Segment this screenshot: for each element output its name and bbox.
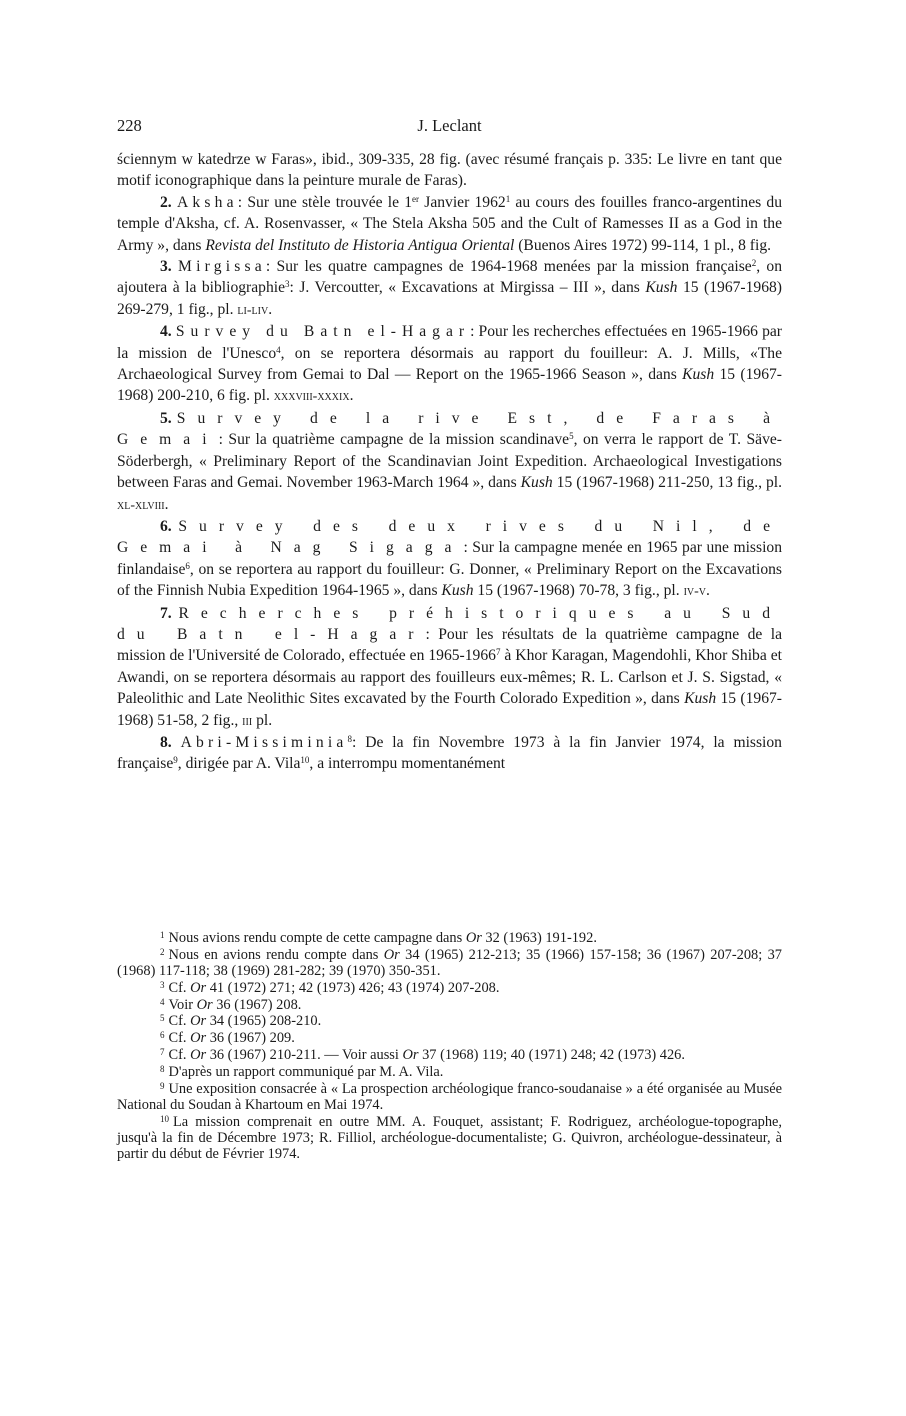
paragraph-continued: ściennym w katedrze w Faras», ibid., 309-335, 28 fig. (avec résumé français p. 335: Le livre en tant que motif iconographique dans la peinture murale de Faras).	[117, 151, 782, 190]
footnote-ref: 7	[495, 647, 501, 658]
section-heading: Survey des deux rives du Nil, de Gemai à Nag Sigaga	[117, 517, 782, 557]
plate-range: iv-v	[683, 584, 706, 600]
section-mirgissa: 3. Mirgissa: Sur les quatre campagnes de 1964-1968 menées par la mission française$^2$, on ajoutera à la bibliographie$^3$: J. Vercoutter, « Excavations at Mirgissa – III », dans Kush 15 (1967-1968) 269-279, 1 fig., pl. li-liv.	[117, 258, 783, 318]
section-number: 4.	[160, 323, 172, 341]
footnote-ref: 6	[185, 560, 190, 571]
footnote-ref: 4	[276, 344, 281, 355]
footnote-ref: 8	[347, 733, 353, 744]
body-text	[117, 149, 782, 775]
footnote-mark: 3	[160, 979, 165, 990]
footnote: $^3$ Cf. Or 41 (1972) 271; 42 (1973) 426; 43 (1974) 207-208.	[160, 979, 500, 996]
plate-range: xl-xlviii	[117, 497, 165, 513]
footnote: $^8$ D'après un rapport communiqué par M. A. Vila.	[160, 1063, 444, 1080]
section-heading: Abri-Missiminia	[180, 733, 348, 751]
footnote-mark: 5	[160, 1013, 165, 1024]
footnote: $^4$ Voir Or 36 (1967) 208.	[160, 996, 302, 1013]
section-number: 7.	[160, 604, 172, 622]
footnote-mark: 6	[160, 1030, 165, 1041]
section-heading: Recherches préhistoriques au Sud du Batn el-Hagar	[117, 604, 782, 643]
footnote-mark: 2	[160, 946, 165, 957]
footnote: $^1$ Nous avions rendu compte de cette campagne dans Or 32 (1963) 191-192.	[160, 930, 597, 946]
footnote: $^7$ Cf. Or 36 (1967) 210-211. — Voir aussi Or 37 (1968) 119; 40 (1971) 248; 42 (1973) 426.	[160, 1047, 685, 1064]
section-number: 6.	[160, 517, 172, 535]
section-aksha: 2. Aksha: Sur une stèle trouvée le 1er Janvier 1962$^1$ au cours des fouilles franco-argentines du temple d'Aksha, cf. A. Rosenvasser, « The Stela Aksha 505 and the Cult of Ramesses II as a God in the Army », dans Revista del Instituto de Historia Antigua Oriental (Buenos Aires 1972) 99-114, 1 pl., 8 fig.	[117, 193, 782, 254]
section-number: 3.	[160, 258, 172, 276]
section-heading: Survey de la rive Est, de Faras à Gemai	[117, 409, 783, 449]
section-heading: Survey du Batn el-Hagar	[175, 323, 471, 341]
footnote-mark: 4	[160, 996, 165, 1007]
footnote: $^6$ Cf. Or 36 (1967) 209.	[160, 1030, 295, 1047]
footnote-ref: 9	[173, 755, 178, 766]
footnote-ref: 2	[751, 258, 757, 269]
footnote-ref: 1	[505, 193, 511, 204]
footnote-mark: 8	[160, 1063, 165, 1074]
section-number: 2.	[160, 193, 172, 211]
plate-range: li-liv	[237, 302, 269, 318]
footnote: $^9$ Une exposition consacrée à « La prospection archéologique franco-soudanaise » a été organisée au Musée National du Soudan à Khartoum en Mai 1974.	[117, 1080, 782, 1113]
footnote-ref: 5	[569, 431, 574, 442]
plate-range: xxxviii-xxxix	[273, 389, 350, 405]
journal-title: Kush	[684, 690, 717, 708]
footnote: $^{10}$ La mission comprenait en outre MM. A. Fouquet, assistant; F. Rodriguez, archéologue-topographe, jusqu'à la fin de Décembre 1973; R. Filliol, archéologue-documentaliste; G. Quivron, archéologue-dessinateur, à partir du début de Février 1974.	[117, 1113, 782, 1163]
footnote-ref: 10	[300, 755, 310, 766]
page-number: 228	[117, 116, 142, 135]
footnote: $^2$ Nous en avions rendu compte dans Or 34 (1965) 212-213; 35 (1966) 157-158; 36 (1967) 207-208; 37 (1968) 117-118; 38 (1969) 281-282; 39 (1970) 350-351.	[117, 946, 783, 980]
plate-range: iii	[242, 713, 253, 729]
footnote: $^5$ Cf. Or 34 (1965) 208-210.	[160, 1013, 322, 1030]
footnotes	[117, 930, 782, 1163]
journal-title: Kush	[441, 582, 474, 600]
running-title: J. Leclant	[417, 116, 482, 135]
section-survey-batn-el-hagar: 4. Survey du Batn el-Hagar: Pour les recherches effectuées en 1965-1966 par la mission de l'Unesco$^4$, on se reportera désormais au rapport du fouilleur: A. J. Mills, «The Archaeological Survey from Gemai to Dal — Report on the 1965-1966 Season », dans Kush 15 (1967-1968) 200-210, 6 fig. pl. xxxviii-xxxix.	[117, 323, 783, 405]
footnote-mark: 7	[160, 1047, 165, 1058]
section-survey-deux-rives: 6. Survey des deux rives du Nil, de Gemai à Nag Sigaga: Sur la campagne menée en 1965 par une mission finlandaise$^6$, on se reportera au rapport du fouilleur: G. Donner, « Preliminary Report on the Excavations of the Finnish Nubia Expedition 1964-1965 », dans Kush 15 (1967-1968) 70-78, 3 fig., pl. iv-v.	[117, 517, 782, 600]
footnote-mark: 1	[160, 930, 165, 940]
section-survey-rive-est: 5. Survey de la rive Est, de Faras à Gemai: Sur la quatrième campagne de la mission scandinave$^5$, on verra le rapport de T. Säve-Söderbergh, « Preliminary Report of the Scandinavian Joint Expedition. Archaeological Investigations between Faras and Gemai. November 1963-March 1964 », dans Kush 15 (1967-1968) 211-250, 13 fig., pl. xl-xlviii.	[117, 409, 783, 513]
journal-title: Revista del Instituto de Historia Antigua Oriental	[205, 236, 515, 254]
section-heading: Mirgissa	[178, 258, 266, 276]
section-recherches-prehistoriques: 7. Recherches préhistoriques au Sud du Batn el-Hagar: Pour les résultats de la quatrième campagne de la mission de l'Université de Colorado, effectuée en 1965-1966$^7$ à Khor Karagan, Magendohli, Khor Shiba et Awandi, on se reportera désormais au rapport des fouilleurs eux-mêmes; R. L. Carlson et J. S. Sigstad, « Paleolithic and Late Neolithic Sites excavated by the Fourth Colorado Expedition », dans Kush 15 (1967-1968) 51-58, 2 fig., iii pl.	[117, 604, 782, 729]
page-header	[117, 116, 782, 138]
journal-title: Kush	[520, 474, 553, 492]
section-abri-missiminia: 8. Abri-Missiminia$^8$: De la fin Novembre 1973 à la fin Janvier 1974, la mission française$^9$, dirigée par A. Vila$^{10}$, a interrompu momentanément	[117, 733, 782, 773]
section-number: 8.	[160, 733, 172, 751]
journal-title: Kush	[645, 279, 678, 297]
footnote-mark: 9	[160, 1080, 165, 1091]
section-number: 5.	[160, 409, 172, 427]
journal-title: Kush	[682, 366, 715, 384]
footnote-mark: 10	[160, 1113, 169, 1124]
section-heading: Aksha	[176, 193, 238, 211]
footnote-ref: 3	[285, 279, 290, 290]
